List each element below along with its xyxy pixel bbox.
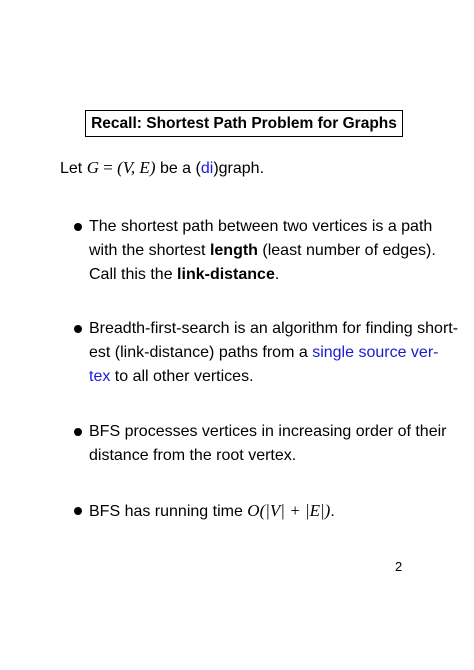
bullet-4-prefix: BFS has running time	[89, 503, 248, 520]
bullet-2	[89, 317, 459, 389]
bullet-1-line-3-post: .	[274, 266, 280, 283]
bullet-1-line-2-post: (least number of edges).	[257, 242, 436, 259]
bullet-dot-1	[74, 223, 82, 231]
bullet-1-bold-link-distance: link-distance	[177, 266, 275, 283]
page-number: 2	[395, 559, 403, 574]
slide-title: Recall: Shortest Path Problem for Graphs	[85, 110, 403, 137]
math-equals: =	[103, 158, 113, 177]
intro-line	[60, 156, 264, 181]
bullet-2-line-2-pre: est (link-distance) paths from a	[89, 344, 313, 361]
math-vertex-edge-pair: (V, E)	[117, 158, 156, 177]
intro-suffix: )graph.	[213, 160, 265, 177]
bullet-2-line-2	[89, 341, 459, 365]
intro-mid: be a (	[159, 160, 201, 177]
bullet-4-math-running-time: O(|V| + |E|)	[247, 501, 331, 520]
bullet-3	[89, 420, 459, 468]
bullet-1-line-3-pre: Call this the	[89, 266, 178, 283]
bullet-2-line-3	[89, 365, 459, 389]
intro-prefix: Let	[60, 160, 83, 177]
bullet-1-line-2-pre: with the shortest	[89, 242, 210, 259]
bullet-4-suffix: .	[330, 503, 335, 520]
bullet-3-line-2: distance from the root vertex.	[89, 447, 297, 464]
bullet-4	[89, 499, 459, 524]
intro-math	[87, 158, 156, 177]
single-source-vertex-link-part-1[interactable]: single source ver-	[312, 344, 439, 361]
bullet-2-line-1: Breadth-first-search is an algorithm for finding short-	[89, 320, 459, 337]
bullet-1-line-1: The shortest path between two vertices is a path	[89, 218, 433, 235]
single-source-vertex-link-part-2[interactable]: tex	[89, 368, 111, 385]
bullet-1-line-2	[89, 239, 459, 263]
bullet-dot-3	[74, 428, 82, 436]
bullet-1	[89, 215, 459, 287]
di-link[interactable]: di	[200, 160, 214, 177]
bullet-2-line-3-post: to all other vertices.	[110, 368, 254, 385]
math-g: G	[86, 158, 99, 177]
bullet-3-line-1: BFS processes vertices in increasing order of their	[89, 423, 447, 440]
bullet-1-line-3	[89, 263, 459, 287]
bullet-dot-4	[74, 507, 82, 515]
bullet-dot-2	[74, 325, 82, 333]
bullet-1-bold-length: length	[209, 242, 258, 259]
